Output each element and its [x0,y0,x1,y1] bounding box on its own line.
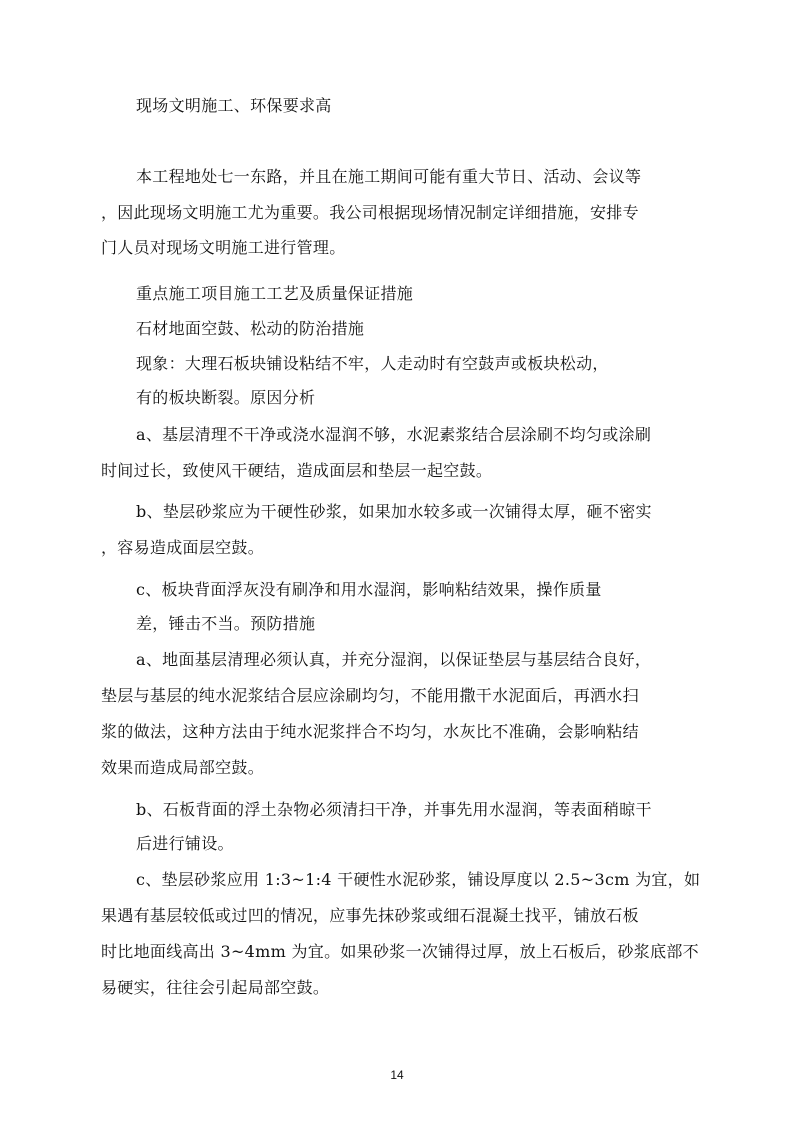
section-heading: 石材地面空鼓、松动的防治措施 [136,319,365,338]
paragraph-line: 现象：大理石板块铺设粘结不牢，人走动时有空鼓声或板块松动， [136,354,609,373]
paragraph-line: 效果而造成局部空鼓。 [101,758,265,777]
paragraph-line: c、垫层砂浆应用 1:3~1:4 干硬性水泥砂浆，铺设厚度以 2.5~3cm 为宜，如 [136,870,701,889]
section-heading: 现场文明施工、环保要求高 [136,96,332,115]
paragraph-line: 本工程地处七一东路，并且在施工期间可能有重大节日、活动、会议等 [136,167,642,186]
paragraph-line: c、板块背面浮灰没有刷净和用水湿润，影响粘结效果，操作质量 [136,580,602,599]
section-heading: 重点施工项目施工工艺及质量保证措施 [136,284,414,303]
paragraph-line: 差，锤击不当。预防措施 [136,614,316,633]
paragraph-line: a、基层清理不干净或浇水湿润不够，水泥素浆结合层涂刷不均匀或涂刷 [136,425,652,444]
paragraph-line: 垫层与基层的纯水泥浆结合层应涂刷均匀，不能用撒干水泥面后，再洒水扫 [101,686,639,705]
paragraph-line: 有的板块断裂。原因分析 [136,388,316,407]
paragraph-line: 门人员对现场文明施工进行管理。 [101,238,346,257]
paragraph-line: 后进行铺设。 [136,834,234,853]
paragraph-line: 时比地面线高出 3~4mm 为宜。如果砂浆一次铺得过厚，放上石板后，砂浆底部不 [101,942,699,961]
paragraph-line: a、地面基层清理必须认真，并充分湿润，以保证垫层与基层结合良好， [136,650,652,669]
paragraph-line: 浆的做法，这种方法由于纯水泥浆拌合不均匀，水灰比不准确，会影响粘结 [101,722,639,741]
page-number: 14 [390,1068,404,1082]
paragraph-line: b、垫层砂浆应为干硬性砂浆，如果加水较多或一次铺得太厚，砸不密实 [136,502,652,521]
paragraph-line: ，容易造成面层空鼓。 [101,538,265,557]
paragraph-line: 时间过长，致使风干硬结，造成面层和垫层一起空鼓。 [101,461,493,480]
paragraph-line: ，因此现场文明施工尤为重要。我公司根据现场情况制定详细措施，安排专 [101,203,639,222]
paragraph-line: 易硬实，往往会引起局部空鼓。 [101,978,330,997]
paragraph-line: b、石板背面的浮土杂物必须清扫干净，并事先用水湿润，等表面稍晾干 [136,800,652,819]
paragraph-line: 果遇有基层较低或过凹的情况，应事先抹砂浆或细石混凝土找平，铺放石板 [101,906,639,925]
